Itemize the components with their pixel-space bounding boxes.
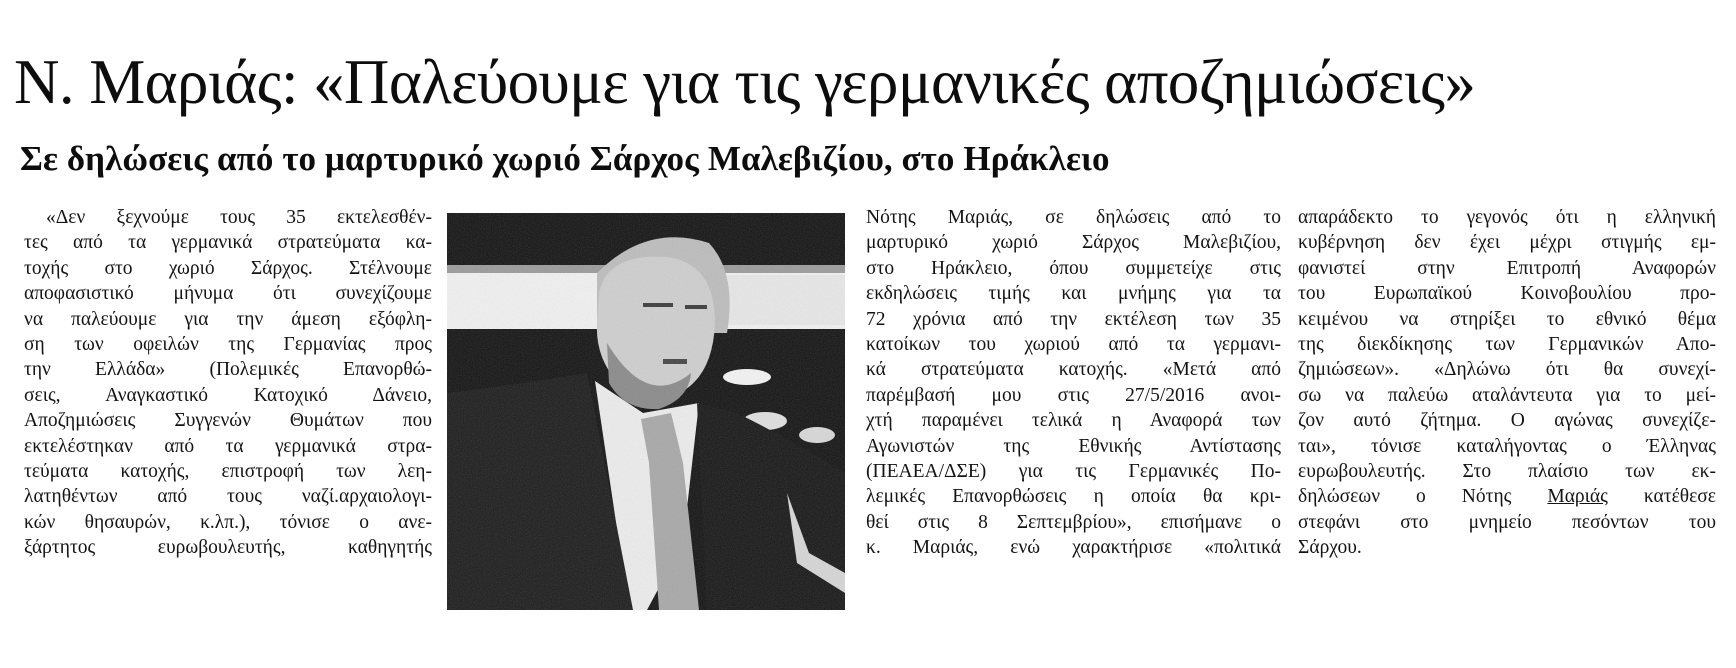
text-line: αποφασιστικό μήνυμα ότι συνεχίζουμε — [24, 283, 432, 305]
text-line: στεφάνι στο μνημείο πεσόντων του — [1298, 511, 1716, 533]
text-line: εκτελέστηκαν από τα γερμανικά στρα- — [24, 435, 432, 457]
article-column-1 — [24, 205, 432, 560]
text-line: την Ελλάδα» (Πολεμικές Επανορθώ- — [24, 359, 432, 381]
article-subheadline: Σε δηλώσεις από το μαρτυρικό χωριό Σάρχος Μαλεβιζίου, στο Ηράκλειο — [20, 139, 1110, 178]
text-line: χτή παραμένει τελικά η Αναφορά των — [866, 410, 1281, 432]
text-line: ται», τόνισε καταλήγοντας ο Έλληνας — [1298, 435, 1716, 457]
article-column-2 — [866, 205, 1281, 560]
text-line: της διεκδίκησης των Γερμανικών Απο- — [1298, 333, 1716, 355]
text-line: 72 χρόνια από την εκτέλεση των 35 — [866, 308, 1281, 330]
article-headline: Ν. Μαριάς: «Παλεύουμε για τις γερμανικές αποζημιώσεις» — [14, 47, 1476, 117]
text-line: κατοίκων του χωριού από τα γερμανι- — [866, 333, 1281, 355]
article-column-3 — [1298, 205, 1716, 560]
text-line: λεμικές Επανορθώσεις η οποία θα κρι- — [866, 486, 1281, 508]
portrait-photo-icon — [447, 213, 845, 610]
text-line: του Ευρωπαϊκού Κοινοβουλίου προ- — [1298, 283, 1716, 305]
text-line: σεις, Αναγκαστικό Κατοχικό Δάνειο, — [24, 384, 432, 406]
text-line: ση των οφειλών της Γερμανίας προς — [24, 333, 432, 355]
text-line: παρέμβασή μου στις 27/5/2016 ανοι- — [866, 384, 1281, 406]
text-line: θεί στις 8 Σεπτεμβρίου», επισήμανε ο — [866, 511, 1281, 533]
text-line: Αγωνιστών της Εθνικής Αντίστασης — [866, 435, 1281, 457]
text-line: μαρτυρικό χωριό Σάρχος Μαλεβιζίου, — [866, 232, 1281, 254]
text-line: στο Ηράκλειο, όπου συμμετείχε στις — [866, 257, 1281, 279]
text-fragment: κατέθεσε — [1607, 486, 1716, 508]
text-line: τεύματα κατοχής, επιστροφή των λεη- — [24, 460, 432, 482]
text-line: ξάρτητος ευρωβουλευτής, καθηγητής — [24, 537, 432, 559]
text-line: τες από τα γερμανικά στρατεύματα κα- — [24, 232, 432, 254]
text-line: κειμένου να στηρίξει το εθνικό θέμα — [1298, 308, 1716, 330]
text-line: απαράδεκτο το γεγονός ότι η ελληνική — [1298, 207, 1716, 228]
article-photo — [447, 213, 845, 610]
text-line: ευρωβουλευτής. Στο πλαίσιο των εκ- — [1298, 460, 1716, 482]
text-line: τοχής στο χωριό Σάρχος. Στέλνουμε — [24, 257, 432, 279]
text-line: Νότης Μαριάς, σε δηλώσεις από το — [866, 207, 1281, 228]
text-line: σω να παλεύω αταλάντευτα για το μεί- — [1298, 384, 1716, 406]
underlined-name: Μαριάς — [1547, 486, 1608, 508]
text-line: κ. Μαριάς, ενώ χαρακτήρισε «πολιτικά — [866, 537, 1281, 559]
text-line — [1298, 484, 1716, 509]
text-line: φανιστεί στην Επιτροπή Αναφορών — [1298, 257, 1716, 279]
text-line: (ΠΕΑΕΑ/ΔΣΕ) για τις Γερμανικές Πο- — [866, 460, 1281, 482]
text-line: ζημιώσεων». «Δηλώνω ότι θα συνεχί- — [1298, 359, 1716, 381]
text-line: κά στρατεύματα κατοχής. «Μετά από — [866, 359, 1281, 381]
text-fragment: δηλώσεων ο Νότης — [1298, 486, 1548, 508]
text-line: να παλεύουμε για την άμεση εξόφλη- — [24, 308, 432, 330]
text-line: Αποζημιώσεις Συγγενών Θυμάτων που — [24, 410, 432, 432]
text-line: λατηθέντων από τους ναζί.αρχαιολογι- — [24, 486, 432, 508]
text-line: κών θησαυρών, κ.λπ.), τόνισε ο ανε- — [24, 511, 432, 533]
text-line: Σάρχου. — [1298, 537, 1362, 559]
text-line: εκδηλώσεις τιμής και μνήμης για τα — [866, 283, 1281, 305]
text-line: «Δεν ξεχνούμε τους 35 εκτελεσθέν- — [46, 207, 432, 228]
text-line: κυβέρνηση δεν έχει μέχρι στιγμής εμ- — [1298, 232, 1716, 254]
text-line: ζον αυτό ζήτημα. Ο αγώνας συνεχίζε- — [1298, 410, 1716, 432]
